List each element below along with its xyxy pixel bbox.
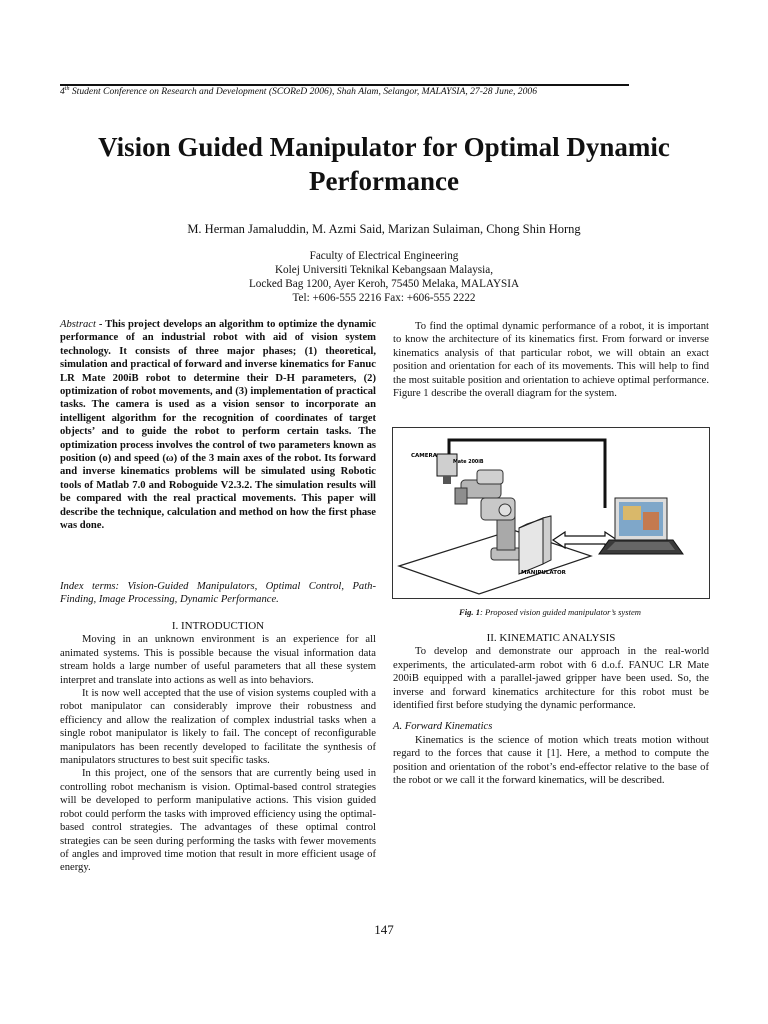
- figure-caption-text: : Proposed vision guided manipulator’s system: [480, 607, 641, 617]
- affiliation-line: Tel: +606-555 2216 Fax: +606-555 2222: [292, 292, 476, 304]
- kinematic-analysis-paragraph: To develop and demonstrate our approach in the real-world experiments, the articulated-arm robot with 6 d.o.f. FANUC LR Mate 200iB equipped with a parallel-jawed gripper have been used. So, the inverse and forward kinematics architecture for this robot must be identified first before studying the dynamic performance.: [393, 646, 709, 712]
- introduction-section: [60, 620, 376, 875]
- robot-model-label: Mate 200iB: [453, 460, 484, 465]
- introduction-paragraph: Moving in an unknown environment is an experience for all animated systems. This is possible because the visual information data stream holds a large number of useful parameters that all these system interpret and translate into actions as well as into behaviors.: [60, 634, 376, 686]
- camera-label: CAMERA: [411, 453, 438, 459]
- system-diagram-svg: [393, 428, 709, 598]
- camera-lens-icon: [443, 476, 451, 484]
- right-intro-section: [393, 320, 709, 400]
- manipulator-controller-icon: [519, 516, 551, 574]
- kinematic-analysis-heading: II. KINEMATIC ANALYSIS: [486, 632, 616, 644]
- robot-arm-icon: [455, 470, 521, 560]
- figure-1-diagram: [392, 427, 710, 599]
- figure-caption-label: Fig. 1: [459, 607, 481, 617]
- introduction-paragraph: In this project, one of the sensors that are currently being used in controlling robot mechanism is vision. Optimal-based control strategies will be developed to perform manipulative actions. This vision guided robot could perform the tasks with improved efficiency using the optimal-based control strategies. The advantages of these optimal control strategies can be seen during performing the tasks with fewer movements of angles and improved time motion that result in more efficient usage of energy.: [60, 768, 376, 874]
- affiliation-line: Locked Bag 1200, Ayer Keroh, 75450 Melaka, MALAYSIA: [248, 278, 520, 290]
- abstract: [60, 318, 376, 533]
- right-intro-paragraph: To find the optimal dynamic performance of a robot, it is important to know the architecture of its kinematics first. From forward or inverse kinematics analysis of that particular robot, we will obtain an exact position and orientation for each of its movements. This will help to find the most suitable position and orientation to achieve optimal performance. Figure 1 describe the overall diagram for the system.: [393, 321, 709, 400]
- affiliation-line: Kolej Universiti Teknikal Kebangsaan Malaysia,: [274, 264, 494, 276]
- introduction-paragraph: It is now well accepted that the use of vision systems coupled with a robot manipulator can considerably improve their robustness and efficiency and allow the realization of complex industrial tasks when a single robot manipulator is likely to fail. The concept of reconfigurable manipulators has been recently developed to facilitate the synthesis of manipulators structures to best suit specific tasks.: [60, 688, 376, 767]
- page-number: 147: [374, 922, 394, 937]
- conference-header: [60, 86, 537, 97]
- forward-kinematics-heading: A. Forward Kinematics: [393, 721, 493, 733]
- affiliation-line: Faculty of Electrical Engineering: [309, 250, 459, 262]
- paper-authors: M. Herman Jamaluddin, M. Azmi Said, Marizan Sulaiman, Chong Shin Horng: [187, 222, 581, 236]
- figure-1-caption: [392, 607, 708, 617]
- conference-text: Student Conference on Research and Development (SCOReD 2006), Shah Alam, Selangor, MALAYSIA, 27-28 June, 2006: [71, 86, 537, 98]
- index-terms: Index terms: Vision-Guided Manipulators, Optimal Control, Path-Finding, Image Processing, Dynamic Performance.: [60, 581, 376, 606]
- kinematic-analysis-section: [393, 632, 709, 787]
- conference-number: 4: [60, 86, 65, 98]
- manipulator-label: MANIPULATOR: [521, 570, 566, 576]
- camera-icon: [437, 454, 457, 476]
- conference-ordinal-sup: th: [64, 86, 70, 92]
- paper-title: Vision Guided Manipulator for Optimal Dynamic Performance: [98, 132, 670, 196]
- computer-icon: [599, 498, 683, 554]
- abstract-label: Abstract: [60, 319, 96, 330]
- introduction-heading: I. INTRODUCTION: [171, 620, 265, 632]
- abstract-text: - This project develops an algorithm to optimize the dynamic performance of an industrial robot with aid of vision system technology. It consists of three major phases; (1) theoretical, simulation and practical of forward and inverse kinematics for Fanuc LR Mate 200iB robot to determine their D-H parameters, (2) optimization of robot movements, and (3) implementation of practical tasks. The camera is used as a vision sensor to incorporate an intelligent algorithm for the recognition of coordinates of target objects’ and to guide the robot to perform certain tasks. The optimization process involves the control of two parameters known as position (o) and speed (ω) of the 3 main axes of the robot. Its forward and inverse kinematics problems will be simulated using Robotic tools of Matlab 7.0 and Roboguide V2.3.2. The simulation results will be compared with the real practical movements. This paper will describe the technique, calculation and method on how the first phase was done.: [60, 319, 376, 532]
- affiliation-block: [40, 249, 728, 305]
- forward-kinematics-paragraph: Kinematics is the science of motion which treats motion without regard to the forces that cause it [1]. Here, a method to compute the position and orientation of the robot’s end-effector relative to the base of the robot or we call it the forward kinematics, will be described.: [393, 734, 709, 787]
